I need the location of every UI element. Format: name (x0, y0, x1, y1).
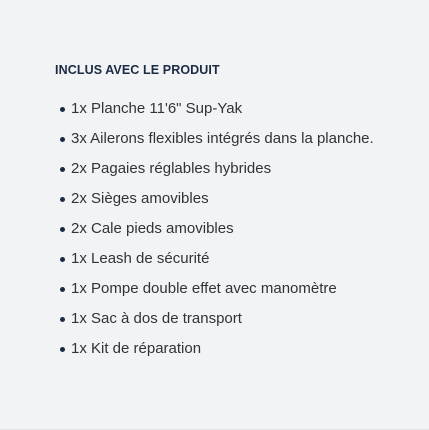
list-item (60, 243, 374, 273)
list-item (60, 93, 374, 123)
bullet-icon (60, 197, 65, 202)
item-label: 3x Ailerons flexibles intégrés dans la planche. (71, 129, 374, 147)
item-label: 1x Pompe double effet avec manomètre (71, 279, 337, 297)
list-item (60, 333, 374, 363)
list-item (60, 273, 374, 303)
list-item (60, 213, 374, 243)
list-item (60, 303, 374, 333)
item-label: 1x Planche 11'6" Sup-Yak (71, 99, 243, 117)
section-title: INCLUS AVEC LE PRODUIT (55, 63, 220, 77)
bullet-icon (60, 167, 65, 172)
item-label: 2x Pagaies réglables hybrides (71, 159, 272, 177)
item-label: 2x Cale pieds amovibles (71, 219, 234, 237)
included-items-list (60, 93, 374, 363)
list-item (60, 123, 374, 153)
item-label: 2x Sièges amovibles (71, 189, 209, 207)
bullet-icon (60, 347, 65, 352)
item-label: 1x Leash de sécurité (71, 249, 210, 267)
bullet-icon (60, 257, 65, 262)
bullet-icon (60, 287, 65, 292)
list-item (60, 153, 374, 183)
bullet-icon (60, 137, 65, 142)
item-label: 1x Kit de réparation (71, 339, 202, 357)
bullet-icon (60, 317, 65, 322)
bullet-icon (60, 227, 65, 232)
item-label: 1x Sac à dos de transport (71, 309, 242, 327)
list-item (60, 183, 374, 213)
bullet-icon (60, 107, 65, 112)
